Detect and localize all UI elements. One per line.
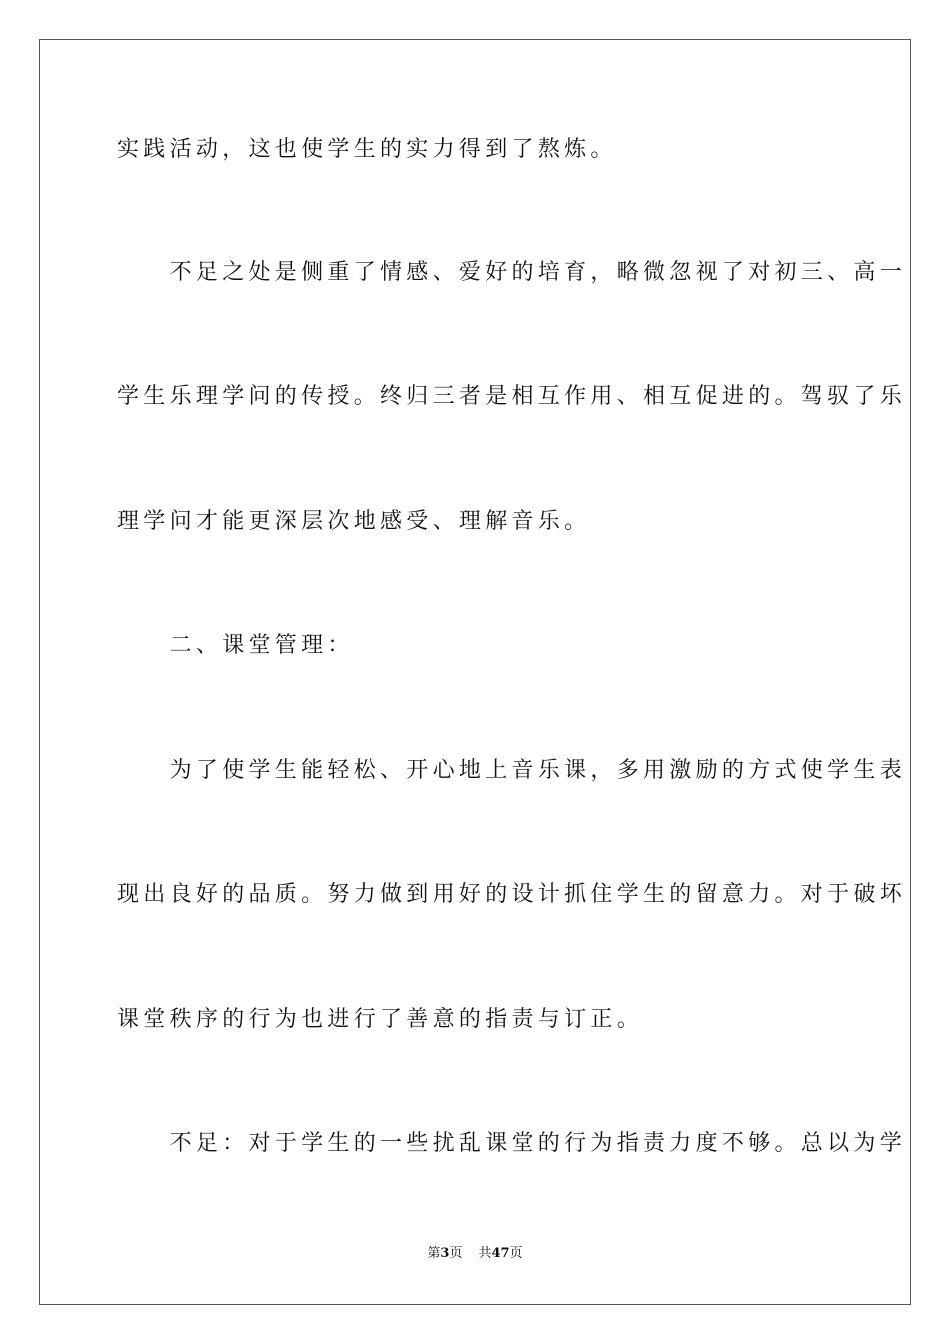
page-border [39, 39, 911, 1305]
text-line-9: 不足：对于学生的一些扰乱课堂的行为指责力度不够。总以为学 [117, 1131, 907, 1156]
text-line-4: 理学问才能更深层次地感受、理解音乐。 [117, 509, 591, 534]
text-line-3: 学生乐理学问的传授。终归三者是相互作用、相互促进的。驾驭了乐 [117, 384, 907, 409]
text-line-6: 为了使学生能轻松、开心地上音乐课，多用激励的方式使学生表 [117, 758, 907, 783]
text-line-8: 课堂秩序的行为也进行了善意的指责与订正。 [117, 1007, 644, 1032]
page-footer [0, 1245, 950, 1263]
section-heading: 二、课堂管理： [117, 633, 354, 658]
total-pages: 47 [491, 1246, 510, 1261]
text-line-1: 实践活动，这也使学生的实力得到了熬炼。 [117, 137, 617, 162]
page-prefix: 第 [427, 1246, 441, 1261]
text-line-7: 现出良好的品质。努力做到用好的设计抓住学生的留意力。对于破坏 [117, 882, 907, 907]
total-suffix: 页 [509, 1246, 523, 1261]
page-number: 3 [440, 1246, 450, 1261]
total-prefix: 共 [478, 1246, 492, 1261]
page-suffix: 页 [449, 1246, 463, 1261]
text-line-2: 不足之处是侧重了情感、爱好的培育，略微忽视了对初三、高一 [117, 260, 907, 285]
